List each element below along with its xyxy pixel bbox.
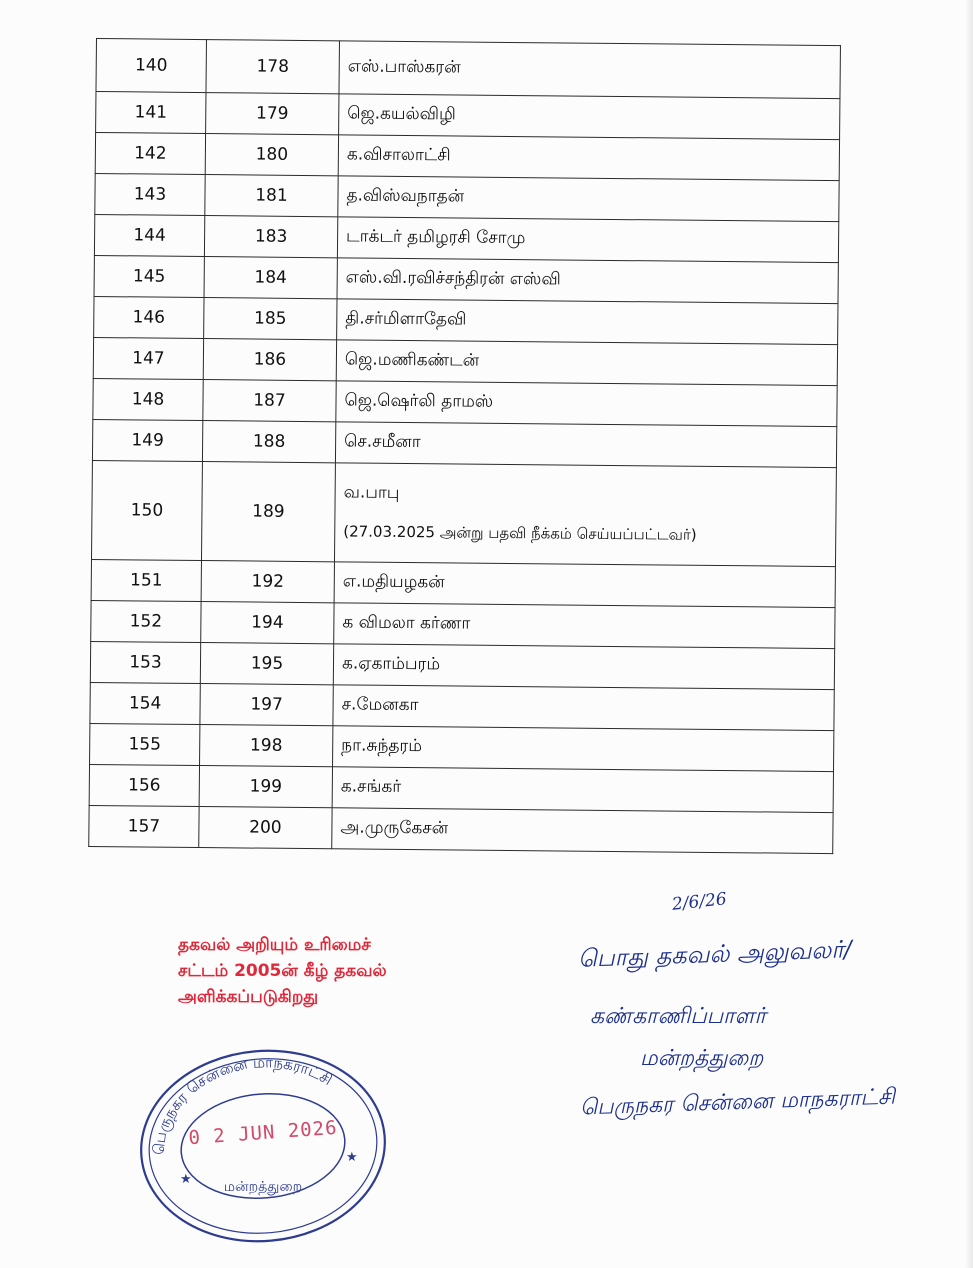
councillor-name-cell — [339, 94, 840, 140]
councillor-name-cell — [334, 562, 835, 608]
councillor-name: தி.சர்மிளாதேவி — [345, 308, 467, 330]
table-row — [94, 296, 838, 344]
handwritten-signature-block — [560, 880, 970, 1140]
serial-number-cell: 147 — [93, 337, 203, 379]
councillor-name: ஜெ.மணிகண்டன் — [344, 349, 480, 371]
councillor-remark: (27.03.2025 அன்று பதவி நீக்கம் செய்யப்பட்டவர்) — [343, 522, 697, 544]
signature-designation-line-2: கண்காணிப்பாளர் — [590, 1004, 766, 1029]
councillor-name: வ.பாபு — [343, 482, 400, 503]
ward-number-cell: 185 — [204, 298, 337, 340]
rti-note-line-1: தகவல் அறியும் உரிமைச் — [178, 935, 371, 955]
table-row — [90, 641, 834, 689]
official-seal-stamp — [136, 1046, 390, 1246]
stamp-bottom-text: மன்றத்துறை — [223, 1179, 303, 1195]
table-row — [95, 133, 839, 181]
serial-number-cell: 155 — [90, 723, 200, 765]
table-row — [90, 723, 834, 771]
councillor-name: எஸ்.பாஸ்கரன் — [347, 56, 461, 78]
serial-number-cell: 153 — [90, 641, 200, 683]
signature-designation-line-4: பெருநகர சென்னை மாநகராட்சி — [579, 1084, 896, 1121]
councillor-table-container — [88, 38, 840, 851]
councillor-name: க.விசாலாட்சி — [346, 144, 451, 166]
councillor-name-cell — [337, 299, 838, 345]
ward-number-cell: 195 — [200, 643, 333, 685]
councillor-name-cell — [339, 41, 840, 99]
councillor-name-cell — [334, 603, 835, 649]
councillor-name: த.விஸ்வநாதன் — [346, 185, 465, 207]
table-row — [94, 255, 838, 303]
table-body — [89, 39, 841, 854]
table-row — [91, 559, 835, 607]
councillor-name: க விமலா கர்ணா — [342, 612, 471, 634]
councillor-name: செ.சமீனா — [344, 431, 421, 453]
table-row — [89, 805, 833, 853]
ward-number-cell: 197 — [200, 684, 333, 726]
rti-note-line-2: சட்டம் 2005ன் கீழ் தகவல் — [178, 961, 387, 981]
serial-number-cell: 142 — [95, 133, 205, 175]
councillor-name: ஜெ.ஷெர்லி தாமஸ் — [344, 390, 494, 412]
ward-number-cell: 183 — [204, 216, 337, 258]
serial-number-cell: 146 — [94, 296, 204, 338]
table-row — [92, 419, 836, 467]
serial-number-cell: 141 — [96, 92, 206, 134]
ward-number-cell: 198 — [200, 725, 333, 767]
table-row — [91, 600, 835, 648]
stamp-star-icon: ★ — [346, 1150, 358, 1165]
signature-designation-line-1: பொது தகவல் அலுவலர்/ — [577, 935, 853, 973]
councillor-name: க.ஏகாம்பரம் — [341, 653, 441, 675]
signature-date: 2/6/26 — [671, 889, 728, 915]
councillor-name: டாக்டர் தமிழரசி சோமு — [346, 226, 526, 249]
table-row — [94, 214, 838, 262]
ward-number-cell: 199 — [199, 766, 332, 808]
table-row — [96, 92, 840, 140]
serial-number-cell: 151 — [91, 559, 201, 601]
councillor-name-cell — [338, 176, 839, 222]
ward-number-cell: 178 — [206, 40, 340, 94]
ward-number-cell: 189 — [201, 462, 335, 562]
signature-designation-line-3: மன்றத்துறை — [640, 1046, 764, 1071]
serial-number-cell: 148 — [93, 378, 203, 420]
ward-number-cell: 200 — [199, 807, 332, 849]
councillor-name-cell — [336, 381, 837, 427]
serial-number-cell: 156 — [89, 764, 199, 806]
table-row — [90, 682, 834, 730]
stamp-top-text: பெருநகர சென்னை மாநகராட்சி — [149, 1053, 336, 1156]
councillor-name-cell — [335, 422, 836, 468]
serial-number-cell: 152 — [91, 600, 201, 642]
serial-number-cell: 149 — [92, 419, 202, 461]
councillor-name-cell — [334, 463, 836, 567]
table-row — [89, 764, 833, 812]
ward-number-cell: 192 — [201, 561, 334, 603]
councillor-name-cell — [337, 217, 838, 263]
councillor-name: அ.முருகேசன் — [340, 817, 449, 839]
serial-number-cell: 154 — [90, 682, 200, 724]
ward-number-cell: 186 — [203, 339, 336, 381]
councillor-name: ச.மேனகா — [341, 694, 419, 716]
councillor-name: ஜெ.கயல்விழி — [347, 103, 456, 125]
serial-number-cell: 144 — [94, 214, 204, 256]
councillor-name-cell — [332, 767, 833, 813]
ward-number-cell: 179 — [206, 93, 339, 135]
stamp-star-icon: ★ — [180, 1172, 192, 1187]
councillor-name-cell — [337, 258, 838, 304]
stamp-date: 0 2 JUN 2026 — [187, 1116, 339, 1150]
serial-number-cell: 145 — [94, 255, 204, 297]
rti-note-line-3: அளிக்கப்படுகிறது — [178, 987, 319, 1007]
ward-number-cell: 194 — [201, 602, 334, 644]
serial-number-cell: 150 — [91, 460, 202, 560]
councillor-name-cell — [332, 808, 833, 854]
councillor-name-cell — [338, 135, 839, 181]
councillor-name: க.சங்கர் — [340, 776, 402, 797]
table-row — [91, 460, 836, 566]
councillor-name: எ.மதியழகன் — [342, 571, 445, 593]
table-row — [93, 337, 837, 385]
councillor-name-cell — [336, 340, 837, 386]
councillor-table — [88, 38, 841, 854]
ward-number-cell: 180 — [205, 134, 338, 176]
ward-number-cell: 188 — [202, 421, 335, 463]
table-row — [93, 378, 837, 426]
ward-number-cell: 187 — [203, 380, 336, 422]
councillor-name-cell — [333, 726, 834, 772]
serial-number-cell: 157 — [89, 805, 199, 847]
councillor-name: நா.சுந்தரம் — [341, 735, 423, 757]
serial-number-cell: 140 — [96, 39, 207, 93]
serial-number-cell: 143 — [95, 173, 205, 215]
table-row — [95, 173, 839, 221]
councillor-name-cell — [333, 644, 834, 690]
ward-number-cell: 181 — [205, 175, 338, 217]
rti-disclosure-note — [178, 932, 478, 1010]
councillor-name: எஸ்.வி.ரவிச்சந்திரன் எஸ்வி — [345, 267, 561, 290]
ward-number-cell: 184 — [204, 257, 337, 299]
table-row — [96, 39, 840, 99]
councillor-name-cell — [333, 685, 834, 731]
